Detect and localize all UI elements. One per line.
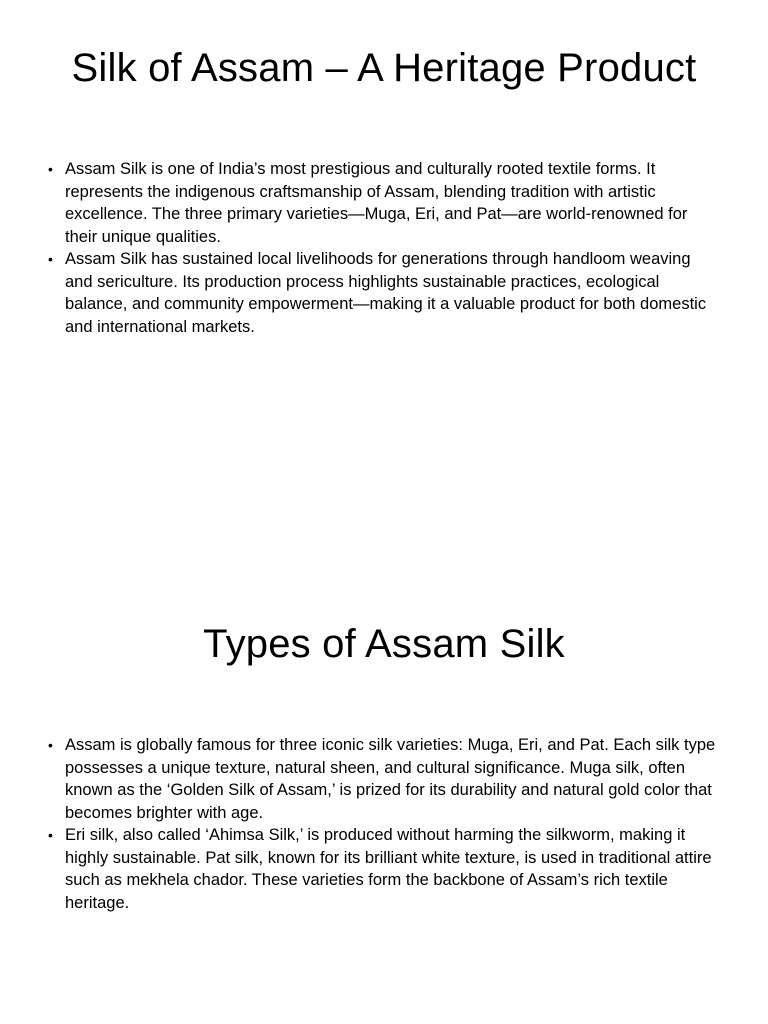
- list-item: [48, 248, 720, 338]
- bullet-icon: •: [48, 737, 53, 753]
- slide-title: Types of Assam Silk: [203, 622, 565, 666]
- bullet-icon: •: [48, 161, 53, 177]
- bullet-icon: •: [48, 827, 53, 843]
- bullet-list: [48, 158, 720, 338]
- bullet-text: Assam Silk has sustained local livelihoods for generations through handloom weaving and sericulture. Its production process highlights sustainable practices, ecological balance, and community empowerment—making it a valuable product for both domestic and international markets.: [65, 250, 707, 336]
- slide-types-of-silk: [0, 576, 768, 1024]
- slide-title: Silk of Assam – A Heritage Product: [71, 46, 697, 90]
- list-item: [48, 824, 720, 914]
- bullet-text: Eri silk, also called ‘Ahimsa Silk,’ is produced without harming the silkworm, making it highly sustainable. Pat silk, known for its brilliant white texture, is used in traditional attire such as mekhela chador. These varieties form the backbone of Assam’s rich textile heritage.: [65, 826, 712, 912]
- bullet-icon: •: [48, 251, 53, 267]
- bullet-text: Assam is globally famous for three iconic silk varieties: Muga, Eri, and Pat. Each silk type possesses a unique texture, natural sheen, and cultural significance. Muga silk, often known as the ‘Golden Silk of Assam,’ is prized for its durability and natural gold color that becomes brighter with age.: [65, 736, 716, 822]
- bullet-text: Assam Silk is one of India’s most prestigious and culturally rooted textile forms. It represents the indigenous craftsmanship of Assam, blending tradition with artistic excellence. The three primary varieties—Muga, Eri, and Pat—are world-renowned for their unique qualities.: [65, 160, 688, 246]
- bullet-list: [48, 734, 720, 914]
- list-item: [48, 158, 720, 248]
- list-item: [48, 734, 720, 824]
